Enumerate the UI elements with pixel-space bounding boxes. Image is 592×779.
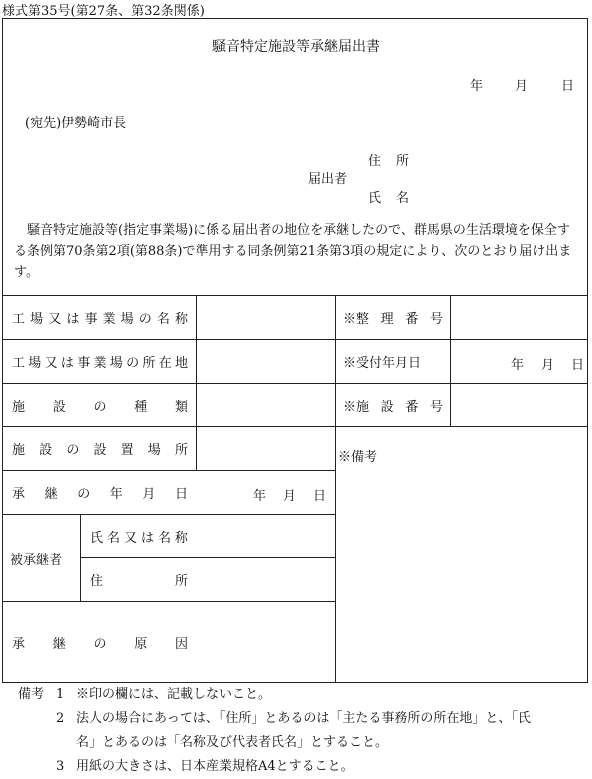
form-number: 様式第35号(第27条、第32条関係) [2, 4, 205, 19]
label-factory-location: 工 場 又 は 事 業 場 の 所 在 地 [12, 356, 188, 371]
notes-section [18, 683, 531, 779]
note-number: 3 [56, 759, 65, 774]
successor-name-field[interactable] [197, 515, 335, 557]
address-char: 所 [396, 154, 410, 169]
note-text: ※印の欄には、記載しないこと。 [76, 687, 272, 702]
year-label: 年 [470, 79, 484, 94]
note-number: 2 [56, 711, 65, 726]
note-text: 用紙の大きさは、日本産業規格A4とすること。 [76, 759, 354, 774]
notes-heading: 備考 [18, 687, 45, 702]
factory-name-field[interactable] [197, 296, 335, 339]
form-title: 騒音特定施設等承継届出書 [212, 39, 380, 55]
succession-reason-field[interactable] [197, 602, 335, 683]
name-char: 氏 [368, 191, 382, 206]
month-label: 月 [515, 79, 529, 94]
received-date-field [451, 340, 587, 383]
year-label: 年 [511, 358, 525, 373]
addressee: (宛先)伊勢崎市長 [25, 116, 127, 131]
facility-no-field [451, 384, 587, 426]
label-succession-reason: 承 継 の 原 因 [12, 637, 188, 652]
col-line [80, 514, 81, 601]
note-item [18, 683, 531, 707]
label-factory-name: 工 場 又 は 事 業 場 の 名 称 [12, 312, 188, 327]
label-facility-no: ※施 設 番 号 [343, 399, 443, 415]
label-facility-place: 施 設 の 設 置 場 所 [12, 443, 188, 458]
label-successor-address: 住 所 [90, 574, 188, 589]
note-item [18, 731, 531, 755]
label-successor-name: 氏 名 又 は 名 称 [90, 530, 188, 546]
address-char: 住 [368, 154, 382, 169]
month-label: 月 [283, 489, 297, 504]
facility-type-field[interactable] [197, 384, 335, 426]
day-label: 日 [561, 79, 575, 94]
col-line [335, 295, 336, 683]
succession-date-field[interactable] [197, 471, 335, 514]
day-label: 日 [571, 358, 585, 373]
label-succession-date: 承 継 の 年 月 日 [12, 487, 188, 502]
note-number: 1 [56, 687, 65, 702]
note-text: 法人の場合にあっては、「住所」とあるのは「主たる事務所の所在地」と、「氏 [76, 711, 531, 726]
name-char: 名 [396, 191, 410, 206]
note-item [18, 707, 531, 731]
label-facility-type: 施 設 の 種 類 [12, 399, 188, 415]
declaration-text: 騒音特定施設等(指定事業場)に係る届出者の地位を承継したので、群馬県の生活環境を保全する条例第70条第2項(第88条)で準用する同条例第21条第3項の規定により、次のとおり届け出ます。 [14, 223, 572, 280]
label-ref-no: ※整 理 番 号 [343, 312, 443, 327]
ref-no-field [451, 296, 587, 339]
facility-place-field[interactable] [197, 427, 335, 470]
month-label: 月 [541, 358, 555, 373]
label-remarks: ※備考 [338, 450, 378, 465]
label-received-date: ※受付年月日 [343, 356, 422, 371]
note-item [18, 755, 531, 779]
note-text: 名」とあるのは「名称及び代表者氏名」とすること。 [76, 735, 389, 750]
year-label: 年 [253, 489, 267, 504]
label-successor: 被承継者 [10, 552, 63, 568]
applicant-label: 届出者 [308, 172, 348, 187]
successor-address-field[interactable] [197, 558, 335, 601]
day-label: 日 [313, 489, 327, 504]
factory-location-field[interactable] [197, 340, 335, 383]
